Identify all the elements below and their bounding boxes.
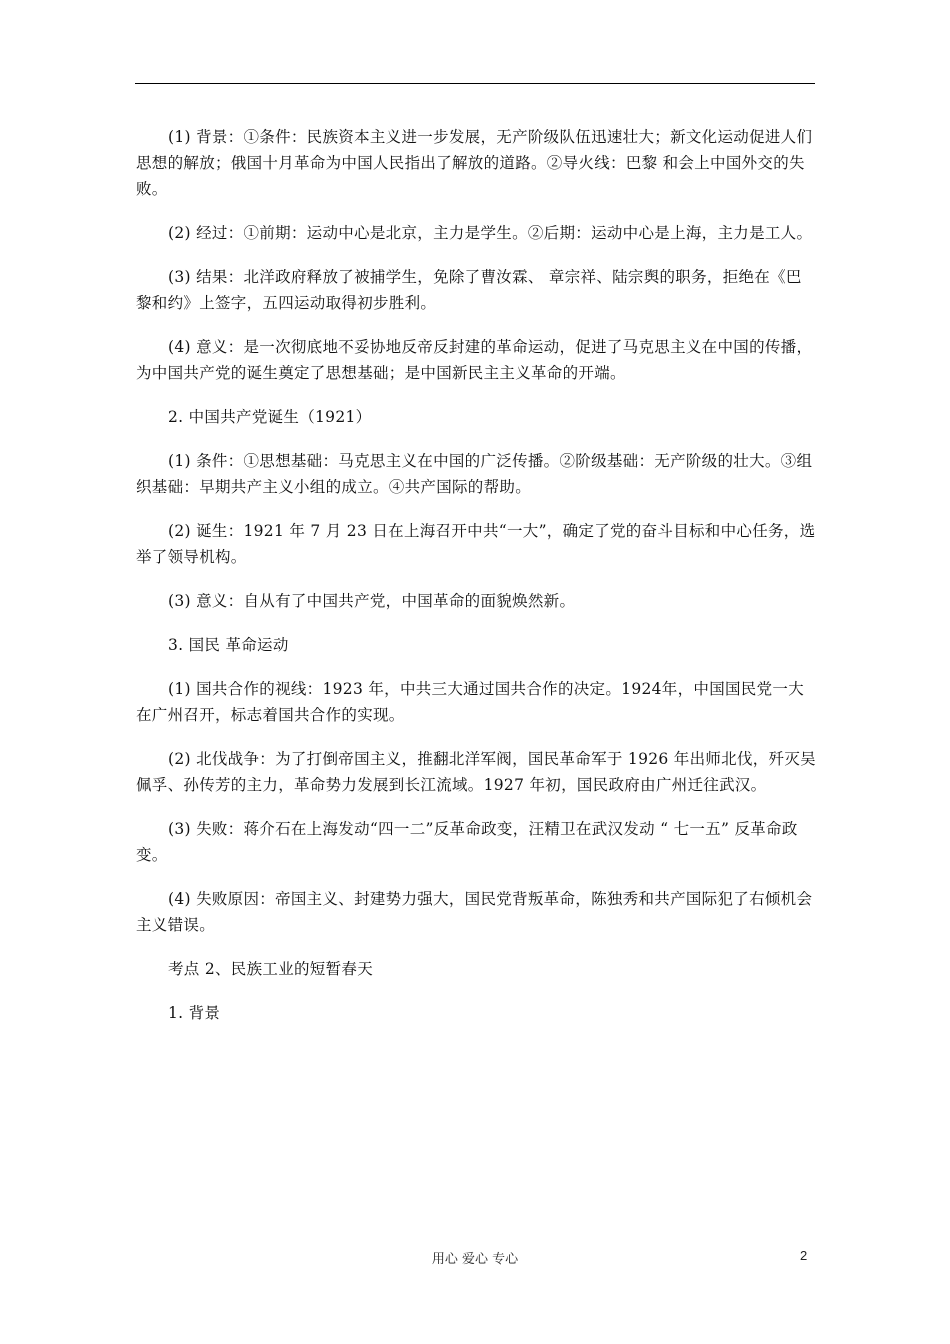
section-heading-exam-point-2: 考点 2、民族工业的短暂春天 [168,960,373,978]
section-heading-ccp-founding: 2. 中国共产党诞生（1921） [168,408,372,426]
paragraph-significance: (4) 意义：是一次彻底地不妥协地反帝反封建的革命运动，促进了马克思主义在中国的传播，为中国共产党的诞生奠定了思想基础；是中国新民主主义革命的开端。 [136,338,813,382]
paragraph-failure-causes: (4) 失败原因：帝国主义、封建势力强大，国民党背叛革命，陈独秀和共产国际犯了右倾机会主义错误。 [136,890,813,934]
header-rule [135,83,815,84]
paragraph-ccp-significance: (3) 意义：自从有了中国共产党，中国革命的面貌焕然新。 [168,592,576,610]
paragraph-founding: (2) 诞生：1921 年 7 月 23 日在上海召开中共“一大”，确定了党的奋斗目标和中心任务，选举了领导机构。 [136,522,816,566]
paragraph-cooperation: (1) 国共合作的视线：1923 年，中共三大通过国共合作的决定。1924年，中国国民党一大在广州召开，标志着国共合作的实现。 [136,680,805,724]
paragraph-process: (2) 经过：①前期：运动中心是北京，主力是学生。②后期：运动中心是上海，主力是工人。 [168,224,813,242]
paragraph-northern-expedition: (2) 北伐战争：为了打倒帝国主义，推翻北洋军阀，国民革命军于 1926 年出师北伐，歼灭吴佩孚、孙传芳的主力，革命势力发展到长江流域。1927 年初，国民政府由广州迁往武汉。 [136,750,816,794]
section-heading-background: 1. 背景 [168,1004,221,1022]
paragraph-result: (3) 结果：北洋政府释放了被捕学生，免除了曹汝霖、 章宗祥、陆宗舆的职务，拒绝在《巴黎和约》上签字，五四运动取得初步胜利。 [136,268,802,312]
document-body [136,124,816,1044]
footer-slogan: 用心 爱心 专心 [431,1252,519,1267]
paragraph-failure: (3) 失败：蒋介石在上海发动“四一二”反革命政变，汪精卫在武汉发动 “ 七一五” 反革命政变。 [136,820,798,864]
paragraph-conditions: (1) 条件：①思想基础：马克思主义在中国的广泛传播。②阶级基础：无产阶级的壮大。③组织基础：早期共产主义小组的成立。④共产国际的帮助。 [136,452,813,496]
section-heading-national-revolution: 3. 国民 革命运动 [168,636,289,654]
page-number: 2 [800,1248,808,1263]
paragraph-background: (1) 背景：①条件：民族资本主义进一步发展，无产阶级队伍迅速壮大；新文化运动促进人们思想的解放；俄国十月革命为中国人民指出了解放的道路。②导火线：巴黎 和会上中国外交的失败。 [136,128,813,198]
